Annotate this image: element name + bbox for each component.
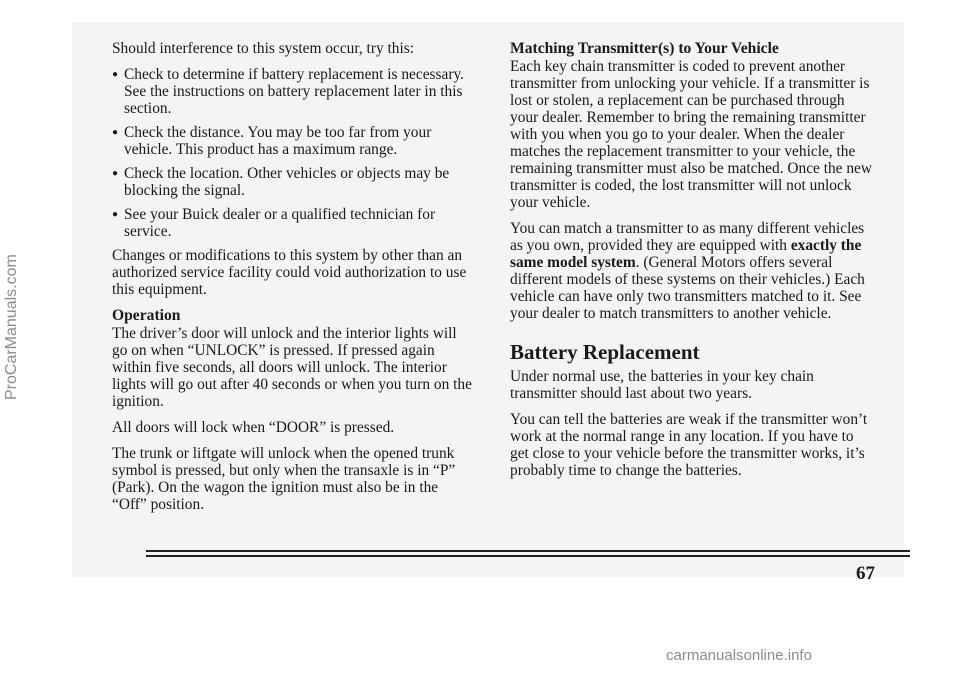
battery-paragraph-2: You can tell the batteries are weak if the transmitter won’t work at the normal range in any location. If you have to get close to your vehicle before the transmitter works, it’s probably time to change the batteries. — [510, 411, 868, 479]
bottom-watermark: carmanualsonline.info — [666, 647, 812, 664]
matching-heading: Matching Transmitter(s) to Your Vehicle — [510, 40, 779, 57]
side-watermark: ProCarManuals.com — [3, 254, 20, 400]
footer-rule-line-2 — [146, 555, 910, 557]
manual-page — [72, 22, 904, 584]
left-column — [112, 40, 474, 522]
battery-replacement-heading: Battery Replacement — [510, 340, 700, 364]
tip-dealer: ● See your Buick dealer or a qualified technician for service. — [112, 206, 474, 240]
modifications-warning: Changes or modifications to this system by other than an authorized service facility could void authorization to use this equipment. — [112, 247, 467, 298]
matching-paragraph-2 — [510, 220, 876, 322]
footer-rule — [146, 550, 910, 560]
interference-tips-list — [112, 66, 474, 240]
matching-emphasis: exactly the same model system — [510, 237, 862, 271]
operation-trunk-paragraph: The trunk or liftgate will unlock when the opened trunk symbol is pressed, but only when the transaxle is in “P” (Park). On the wagon the ignition must also be in the “Off” position. — [112, 445, 456, 513]
battery-paragraph-1: Under normal use, the batteries in your key chain transmitter should last about two years. — [510, 368, 814, 402]
page-number: 67 — [856, 563, 875, 584]
right-column — [510, 40, 876, 488]
operation-unlock-paragraph: The driver’s door will unlock and the interior lights will go on when “UNLOCK” is pressed. If pressed again within five seconds, all doors will unlock. The interior lights will go out after 40 seconds or when you turn on the ignition. — [112, 325, 472, 410]
footer-rule-line-1 — [146, 550, 910, 552]
interference-intro: Should interference to this system occur, try this: — [112, 40, 415, 57]
tip-distance: ● Check the distance. You may be too far from your vehicle. This product has a maximum range. — [112, 124, 474, 158]
matching-paragraph-1: Each key chain transmitter is coded to prevent another transmitter from unlocking your vehicle. If a transmitter is lost or stolen, a replacement can be purchased through your dealer. Remember to bring the remaining transmitter with you when you go to your dealer. When the dealer matches the replacement transmitter to your vehicle, the remaining transmitter must also be matched. Once the new transmitter is coded, the lost transmitter will not unlock your vehicle. — [510, 58, 872, 211]
operation-lock-paragraph: All doors will lock when “DOOR” is pressed. — [112, 419, 395, 436]
operation-heading: Operation — [112, 307, 181, 324]
tip-location: ● Check the location. Other vehicles or objects may be blocking the signal. — [112, 165, 474, 199]
tip-battery: ● Check to determine if battery replacement is necessary. See the instructions on battery replacement later in this section. — [112, 66, 474, 117]
matching-text-a: You can match a transmitter to as many different vehicles as you own, provided they are equipped with — [510, 220, 865, 254]
matching-text-b: . (General Motors offers several different models of these systems on their vehicles.) Each vehicle can have only two transmitters matched to it. See your dealer to match transmitters to another vehicle. — [510, 254, 865, 322]
